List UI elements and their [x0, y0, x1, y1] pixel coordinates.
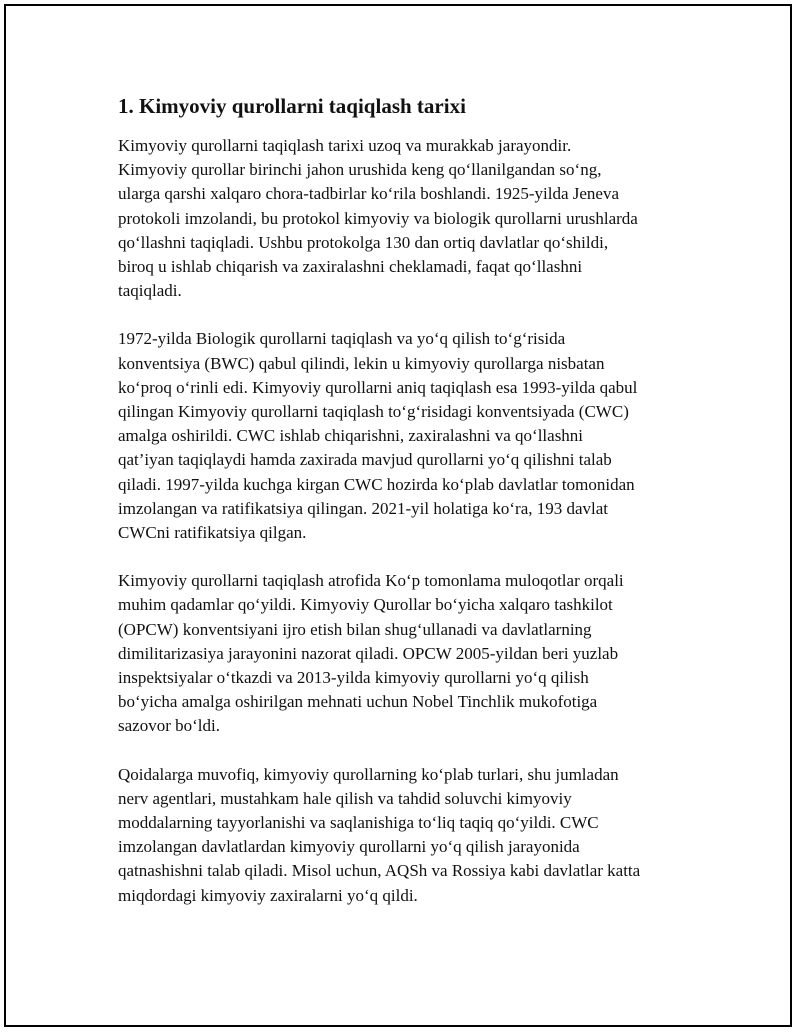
document-body: [118, 92, 698, 932]
paragraph-2: 1972-yilda Biologik qurollarni taqiqlash va yo‘q qilish to‘g‘risida konventsiya (BWC) qabul qilindi, lekin u kimyoviy qurollarga nisbatan ko‘proq o‘rinli edi. Kimyoviy qurollarni aniq taqiqlash esa 1993-yilda qabul qilingan Kimyoviy qurollarni taqiqlash to‘g‘risidagi konventsiyada (CWC) amalga oshirildi. CWC ishlab chiqarishni, zaxiralashni va qo‘llashni qat’iyan taqiqlaydi hamda zaxirada mavjud qurollarni yo‘q qilishni talab qiladi. 1997-yilda kuchga kirgan CWC hozirda ko‘plab davlatlar tomonidan imzolangan va ratifikatsiya qilingan. 2021-yil holatiga ko‘ra, 193 davlat CWCni ratifikatsiya qilgan.: [118, 329, 638, 543]
paragraph-3: Kimyoviy qurollarni taqiqlash atrofida Ko‘p tomonlama muloqotlar orqali muhim qadamlar qo‘yildi. Kimyoviy Qurollar bo‘yicha xalqaro tashkilot (OPCW) konventsiyani ijro etish bilan shug‘ullanadi va davlatlarning dimilitarizasiya jarayonini nazorat qiladi. OPCW 2005-yildan beri yuzlab inspektsiyalar o‘tkazdi va 2013-yilda kimyoviy qurollarni yo‘q qilish bo‘yicha amalga oshirilgan mehnati uchun Nobel Tinchlik mukofotiga sazovor bo‘ldi.: [118, 571, 624, 736]
paragraph-1: Kimyoviy qurollarni taqiqlash tarixi uzoq va murakkab jarayondir. Kimyoviy qurollar birinchi jahon urushida keng qo‘llanilgandan so‘ng, ularga qarshi xalqaro chora-tadbirlar ko‘rila boshlandi. 1925-yilda Jeneva protokoli imzolandi, bu protokol kimyoviy va biologik qurollarni urushlarda qo‘llashni taqiqladi. Ushbu protokolga 130 dan ortiq davlatlar qo‘shildi, biroq u ishlab chiqarish va zaxiralashni cheklamadi, faqat qo‘llashni taqiqladi.: [118, 136, 638, 301]
paragraph-4: Qoidalarga muvofiq, kimyoviy qurollarning ko‘plab turlari, shu jumladan nerv agentlari, mustahkam hale qilish va tahdid soluvchi kimyoviy moddalarning tayyorlanishi va saqlanishiga to‘liq taqiq qo‘yildi. CWC imzolangan davlatlardan kimyoviy qurollarni yo‘q qilish jarayonida qatnashishni talab qiladi. Misol uchun, AQSh va Rossiya kabi davlatlar katta miqdordagi kimyoviy zaxiralarni yo‘q qildi.: [118, 764, 641, 905]
section-heading: 1. Kimyoviy qurollarni taqiqlash tarixi: [118, 94, 466, 118]
